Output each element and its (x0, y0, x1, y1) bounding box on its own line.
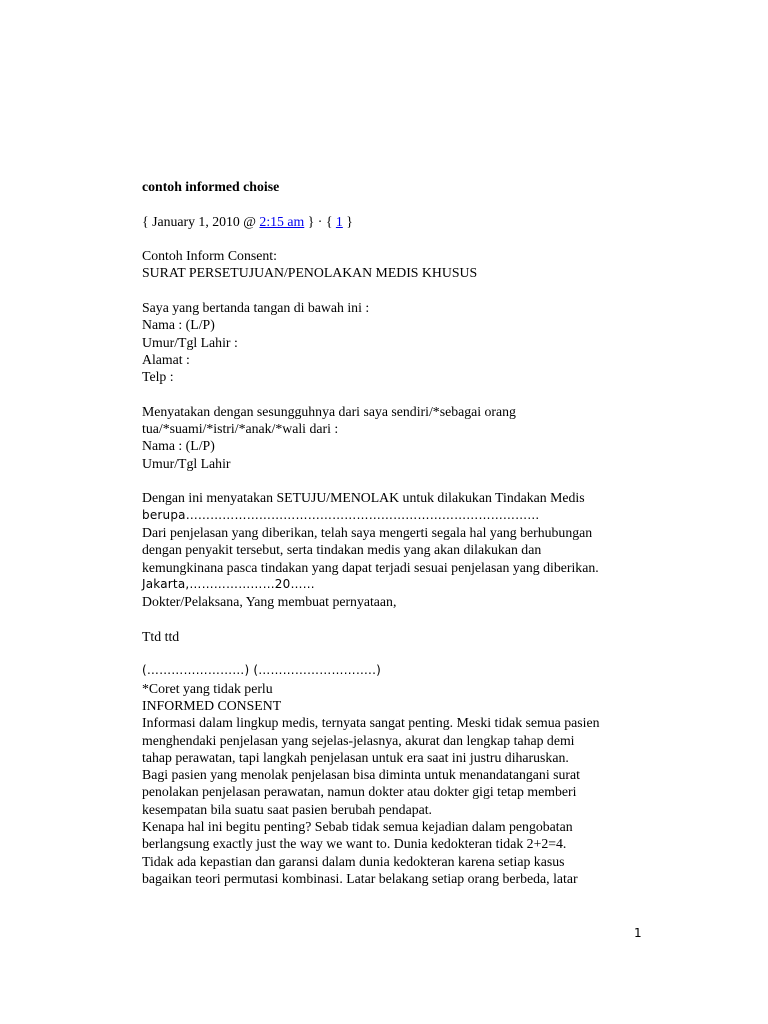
name-field-label: Nama : (L/P) (142, 317, 215, 333)
page-number: 1 (634, 926, 642, 940)
signature-label: Ttd ttd (142, 628, 180, 644)
time-link[interactable]: 2:15 am (259, 213, 305, 229)
meta-date: { January 1, 2010 @ (142, 213, 260, 229)
declaration-line: tua/*suami/*istri/*anak/*wali dari : (142, 421, 339, 437)
article-line: Informasi dalam lingkup medis, ternyata sangat penting. Meski tidak semua pasien (142, 715, 600, 731)
consent-line: kemungkinana pasca tindakan yang dapat terjadi sesuai penjelasan yang diberikan. (142, 559, 599, 575)
article-line: Bagi pasien yang menolak penjelasan bisa diminta untuk menandatangani surat (142, 767, 580, 783)
article-line: Tidak ada kepastian dan garansi dalam dunia kedokteran karena setiap kasus (142, 853, 565, 869)
article-line: menghendaki penjelasan yang sejelas-jelasnya, akurat dan lengkap tahap demi (142, 732, 575, 748)
article-line: berlangsung exactly just the way we want to. Dunia kedokteran tidak 2+2=4. (142, 836, 567, 852)
consent-line: Dari penjelasan yang diberikan, telah saya mengerti segala hal yang berhubungan (142, 524, 593, 540)
age-field-label: Umur/Tgl Lahir : (142, 334, 238, 350)
intro-line: Contoh Inform Consent: (142, 248, 277, 264)
strike-note: *Coret yang tidak perlu (142, 680, 273, 696)
place-date-blank: Jakarta,…………………20…… (142, 576, 315, 591)
meta-separator: } · { (304, 213, 336, 229)
consent-line: dengan penyakit tersebut, serta tindakan medis yang akan dilakukan dan (142, 542, 542, 558)
signature-blanks: (……………………) (………………………..) (142, 663, 381, 678)
post-title: contoh informed choise (142, 179, 280, 194)
meta-close: } (342, 213, 353, 229)
signatory-roles: Dokter/Pelaksana, Yang membuat pernyataan, (142, 594, 397, 610)
article-line: bagaikan teori permutasi kombinasi. Latar belakang setiap orang berbeda, latar (142, 870, 578, 886)
article-line: penolakan penjelasan perawatan, namun dokter atau dokter gigi tetap memberi (142, 784, 577, 800)
form-heading: SURAT PERSETUJUAN/PENOLAKAN MEDIS KHUSUS (142, 265, 478, 281)
address-field-label: Alamat : (142, 351, 190, 367)
article-line: tahap perawatan, tapi langkah penjelasan untuk era saat ini justru diharuskan. (142, 749, 569, 765)
identity-intro: Saya yang bertanda tangan di bawah ini : (142, 300, 370, 316)
comments-count-link[interactable]: 1 (335, 213, 343, 229)
document-body (142, 178, 662, 887)
procedure-blank: berupa…………………………………………………………………………… (142, 507, 540, 522)
article-heading: INFORMED CONSENT (142, 697, 282, 713)
article-line: kesempatan bila suatu saat pasien berubah pendapat. (142, 801, 433, 817)
phone-field-label: Telp : (142, 369, 174, 385)
declaration-line: Menyatakan dengan sesungguhnya dari saya sendiri/*sebagai orang (142, 403, 516, 419)
patient-age-label: Umur/Tgl Lahir (142, 455, 231, 471)
post-meta (142, 213, 662, 230)
article-line: Kenapa hal ini begitu penting? Sebab tidak semua kejadian dalam pengobatan (142, 818, 573, 834)
article-body (142, 714, 662, 887)
patient-name-label: Nama : (L/P) (142, 438, 215, 454)
consent-line: Dengan ini menyatakan SETUJU/MENOLAK untuk dilakukan Tindakan Medis (142, 490, 585, 506)
